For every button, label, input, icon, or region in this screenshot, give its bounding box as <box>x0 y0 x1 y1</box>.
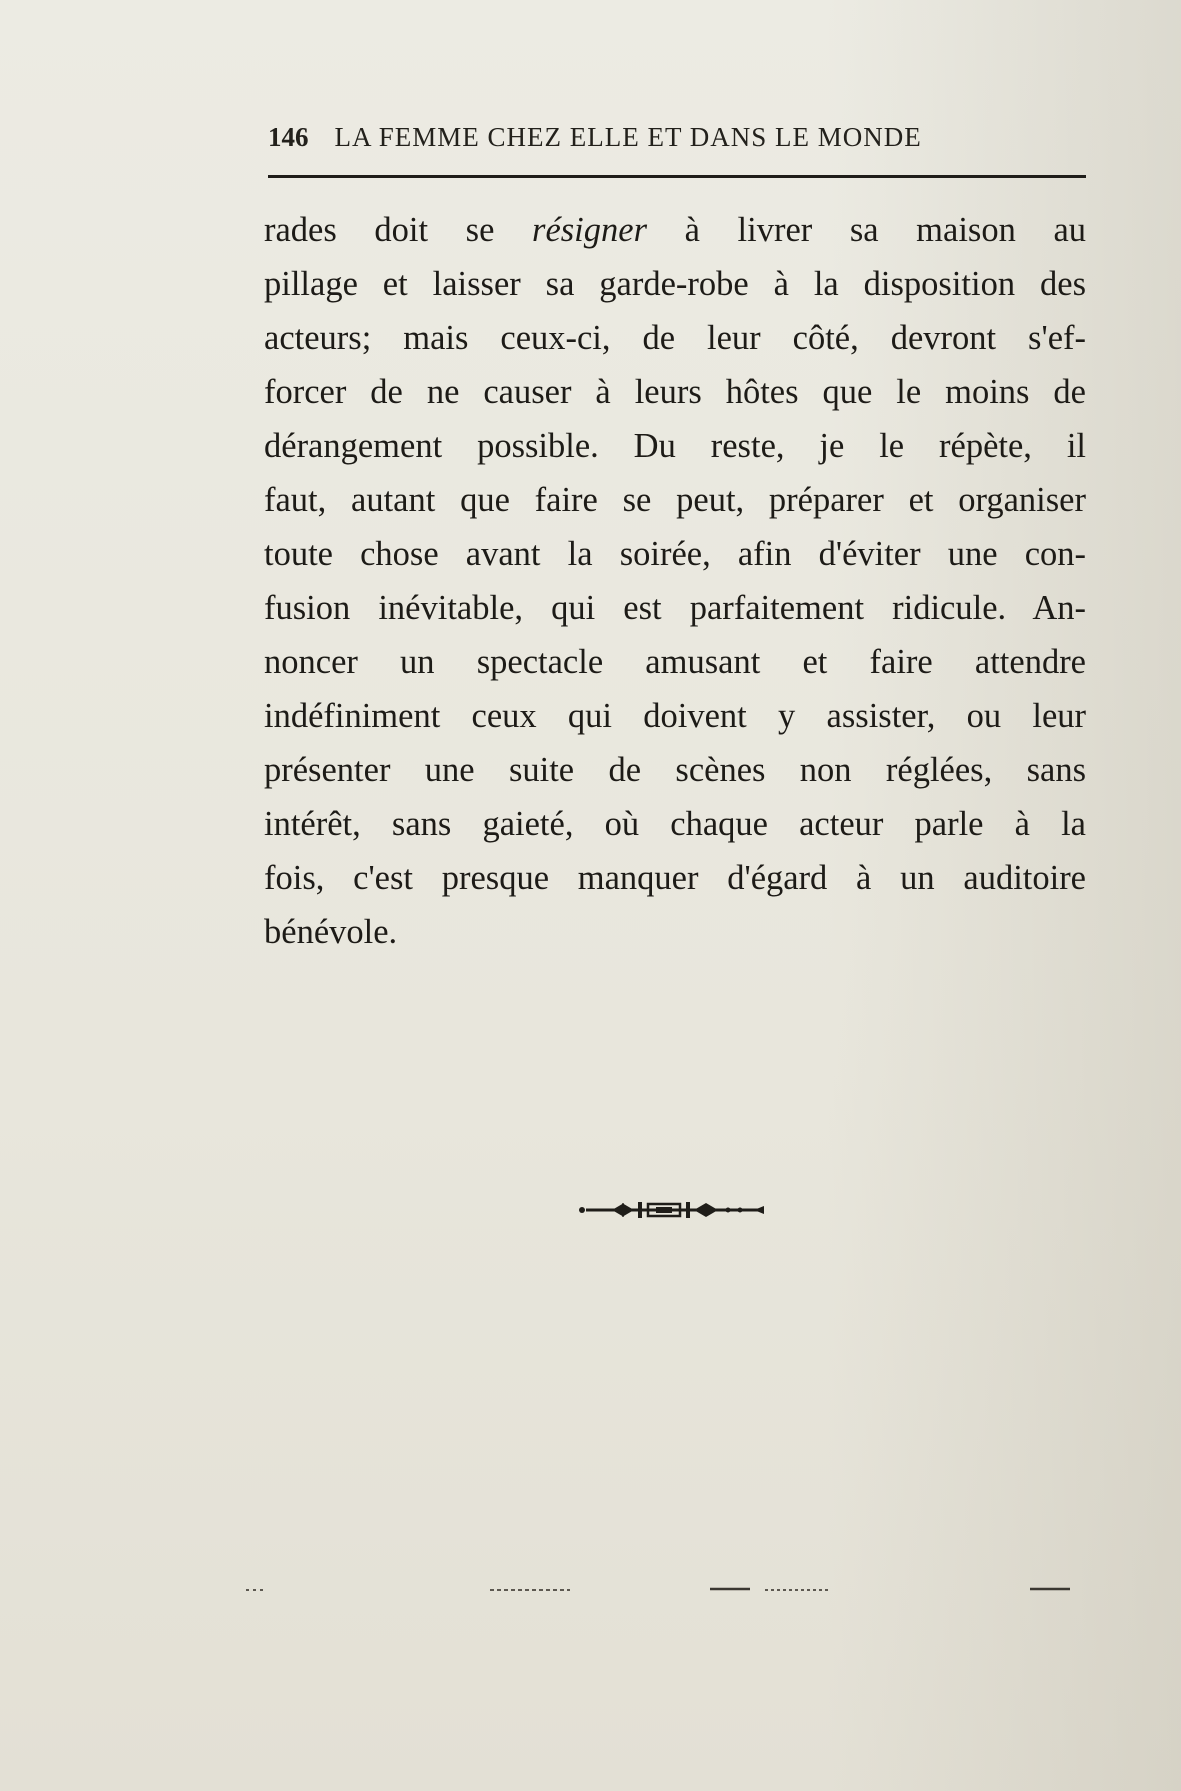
bleed-through-marks <box>240 1580 1080 1600</box>
running-title: LA FEMME CHEZ ELLE ET DANS LE MONDE <box>334 122 922 152</box>
text-line-1: rades doit se résigner à livrer sa maison au <box>264 211 1086 249</box>
text-line-4: forcer de ne causer à leurs hôtes que le moins de <box>264 373 1086 411</box>
text-line-9: noncer un spectacle amusant et faire attendre <box>264 643 1086 681</box>
header-rule <box>268 175 1086 178</box>
text-line-6: faut, autant que faire se peut, préparer et organiser <box>264 481 1086 519</box>
end-ornament-icon <box>578 1198 768 1222</box>
body-paragraph <box>264 203 1086 959</box>
text-line-8: fusion inévitable, qui est parfaitement ridicule. An- <box>264 589 1086 627</box>
text-line-11: présenter une suite de scènes non réglées, sans <box>264 751 1086 789</box>
running-header <box>268 122 1086 162</box>
page-number: 146 <box>268 122 309 152</box>
text-line-14: bénévole. <box>264 913 398 951</box>
text-line-10: indéfiniment ceux qui doivent y assister, ou leur <box>264 697 1086 735</box>
text-line-13: fois, c'est presque manquer d'égard à un auditoire <box>264 859 1086 897</box>
text-line-3: acteurs; mais ceux-ci, de leur côté, devront s'ef- <box>264 319 1086 357</box>
text-line-5: dérangement possible. Du reste, je le répète, il <box>264 427 1086 465</box>
text-line-7: toute chose avant la soirée, afin d'éviter une con- <box>264 535 1086 573</box>
text-line-12: intérêt, sans gaieté, où chaque acteur parle à la <box>264 805 1086 843</box>
text-line-2: pillage et laisser sa garde-robe à la disposition des <box>264 265 1086 303</box>
italic-word: résigner <box>532 211 648 249</box>
